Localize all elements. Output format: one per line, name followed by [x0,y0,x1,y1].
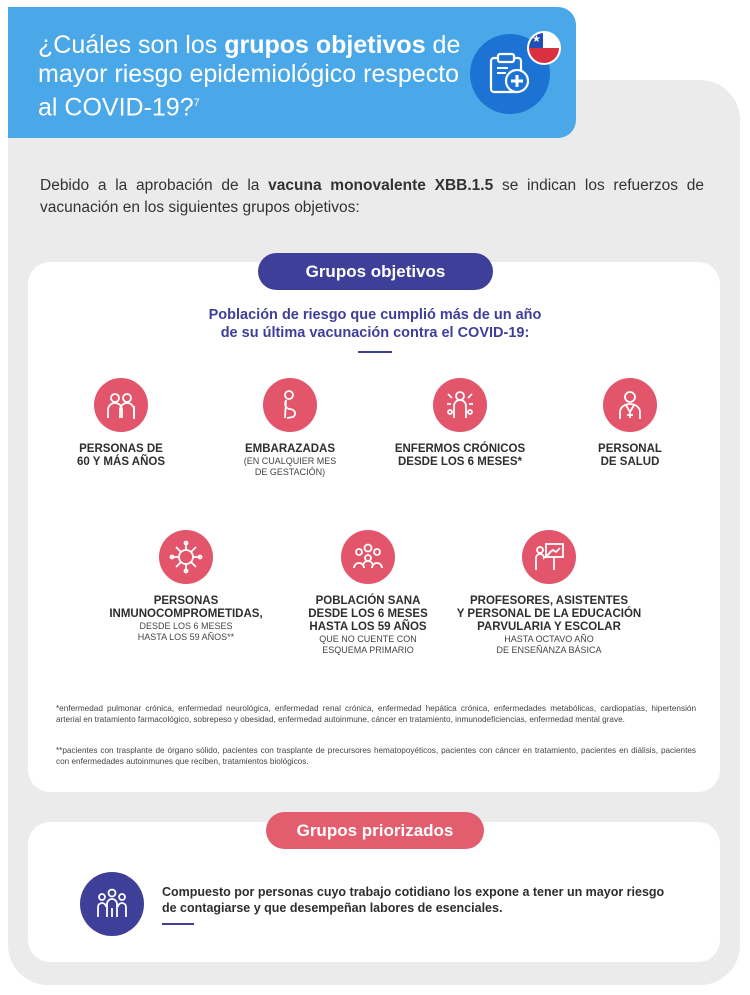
health-worker-icon [603,378,657,432]
grupos-priorizados-pill: Grupos priorizados [266,812,484,849]
priorizados-underline [162,923,194,925]
objetivos-subtitle: Población de riesgo que cumplió más de un año de su última vacunación contra el COVID-19: [208,307,542,341]
footnote-cronicos: *enfermedad pulmonar crónica, enfermedad neurológica, enfermedad renal crónica, enfermedad hepática crónica, enfermedades metabólicas, cardiopatías, hipertensión arterial en tratamiento farmacológico, sobrepeso y obesidad, enfermedad autoinmune, cáncer en tratamiento, inmunodeficiencias, enfermedad mental grave. [56,704,696,724]
grupos-objetivos-pill: Grupos objetivos [258,253,493,290]
group-personas-60: PERSONAS DE 60 Y MÁS AÑOS [58,378,184,469]
page-title: ¿Cuáles son los grupos objetivos de mayor riesgo epidemiológico respecto al COVID-19?$^7$ [38,31,461,122]
elderly-people-icon [94,378,148,432]
group-personal-salud: PERSONAL DE SALUD [572,378,688,469]
intro-text: Debido a la aprobación de la vacuna monovalente XBB.1.5 se indican los refuerzos de vacunación en los siguientes grupos objetivos: [40,177,704,216]
footnote-inmunocomprometidos: **pacientes con trasplante de órgano sólido, pacientes con trasplante de precursores hematopoyéticos, pacientes con cáncer en tratamiento, pacientes en diálisis, pacientes con enfermedades autoinmunes que reciben, tratamientos biológicos. [56,746,696,766]
pregnant-woman-icon [263,378,317,432]
priorizados-description: Compuesto por personas cuyo trabajo cotidiano los expone a tener un mayor riesgo de contagiarse y que desempeñan labores de esenciales. [162,885,665,915]
subtitle-underline [358,351,392,353]
group-poblacion-sana: POBLACIÓN SANA DESDE LOS 6 MESES HASTA LOS 59 AÑOS QUE NO CUENTE CON ESQUEMA PRIMARIO [296,530,440,656]
group-inmunocomprometidos: PERSONAS INMUNOCOMPROMETIDAS, DESDE LOS 6 MESES HASTA LOS 59 AÑOS** [100,530,272,643]
virus-icon [159,530,213,584]
group-embarazadas: EMBARAZADAS (EN CUALQUIER MES DE GESTACIÓN) [222,378,358,478]
group-profesores: PROFESORES, ASISTENTES Y PERSONAL DE LA EDUCACIÓN PARVULARIA Y ESCOLAR HASTA OCTAVO AÑO DE ENSEÑANZA BÁSICA [446,530,652,656]
healthy-population-icon [341,530,395,584]
group-enfermos-cronicos: ENFERMOS CRÓNICOS DESDE LOS 6 MESES* [384,378,536,469]
chronic-illness-icon [433,378,487,432]
chile-flag-icon: ★ [527,31,561,65]
teacher-icon [522,530,576,584]
group-people-icon [80,872,144,936]
